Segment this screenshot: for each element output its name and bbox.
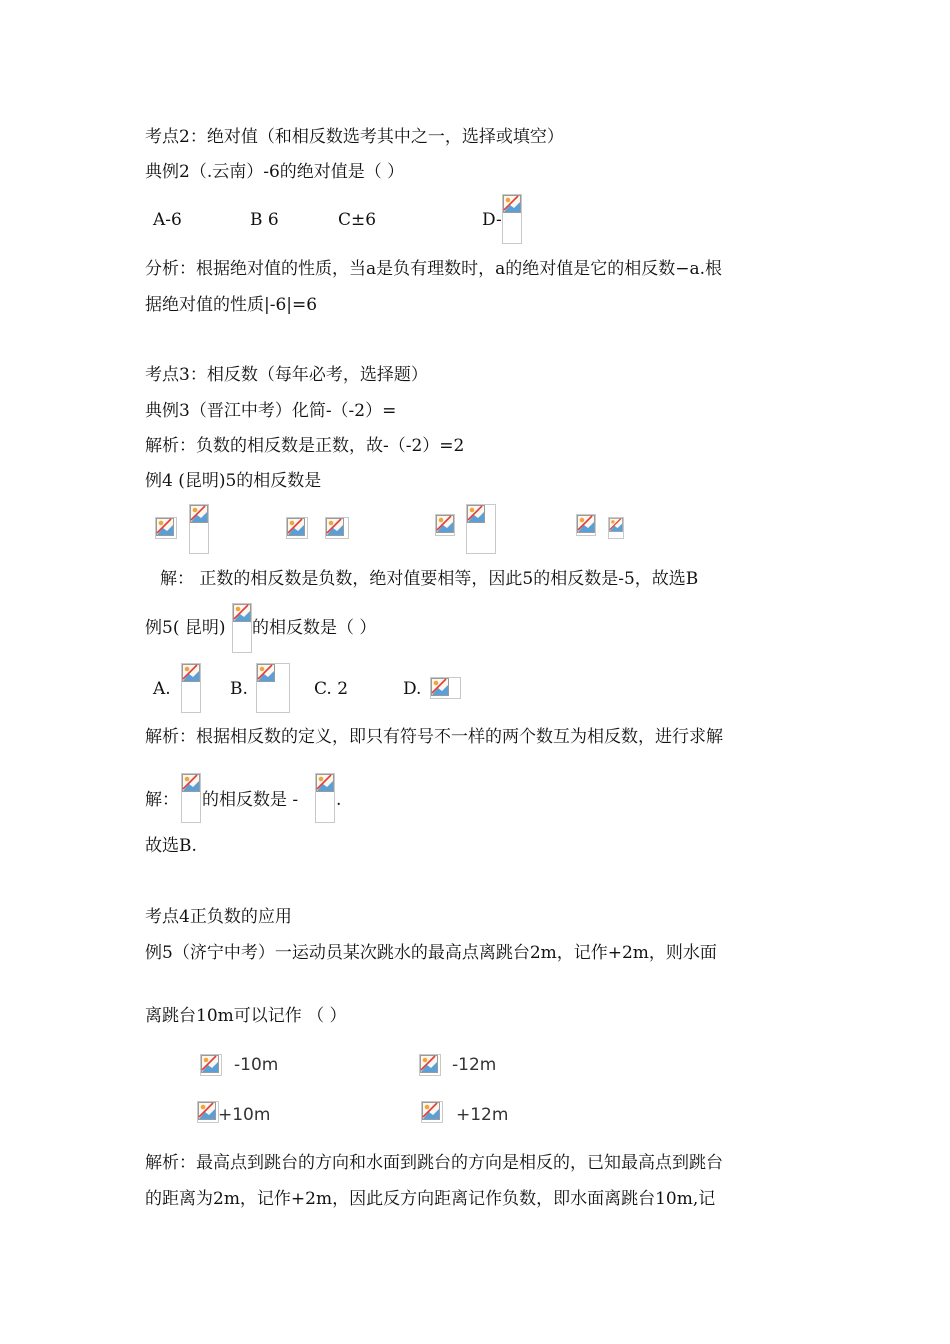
option-a: -10m bbox=[234, 1055, 279, 1075]
option-c: C. 2 bbox=[314, 679, 349, 699]
example-5-suffix: 的相反数是（ ） bbox=[252, 618, 377, 638]
broken-image-icon bbox=[181, 773, 201, 823]
example-6-line2: 离跳台10m可以记作 （ ） bbox=[145, 1006, 347, 1026]
broken-image-icon bbox=[502, 194, 522, 244]
broken-image-icon bbox=[419, 1054, 441, 1076]
example-4: 例4 (昆明)5的相反数是 bbox=[145, 471, 322, 491]
broken-image-icon bbox=[232, 603, 252, 653]
broken-image-icon bbox=[576, 514, 596, 536]
section-3-title: 考点3：相反数（每年必考，选择题） bbox=[145, 365, 428, 385]
broken-image-icon bbox=[189, 504, 209, 554]
analysis-2-line1: 分析：根据绝对值的性质，当a是负有理数时，a的绝对值是它的相反数−a.根 bbox=[145, 259, 723, 279]
broken-image-icon bbox=[466, 504, 496, 554]
option-d: D- bbox=[482, 210, 502, 230]
solution-3: 解析：负数的相反数是正数，故-（-2）=2 bbox=[145, 436, 465, 456]
analysis-2-line2: 据绝对值的性质|-6|=6 bbox=[145, 295, 318, 315]
example-3: 典例3（晋江中考）化简-（-2）= bbox=[145, 401, 397, 421]
conclusion-5: 故选B. bbox=[145, 836, 197, 856]
option-c: +10m bbox=[218, 1105, 271, 1125]
broken-image-icon bbox=[435, 514, 455, 536]
analysis-5: 解析：根据相反数的定义，即只有符号不一样的两个数互为相反数，进行求解 bbox=[145, 727, 723, 747]
analysis-6-line2: 的距离为2m，记作+2m，因此反方向距离记作负数，即水面离跳台10m,记 bbox=[145, 1189, 716, 1209]
option-b: -12m bbox=[452, 1055, 497, 1075]
option-c: C±6 bbox=[338, 210, 377, 230]
broken-image-icon bbox=[155, 517, 177, 539]
option-d: +12m bbox=[456, 1105, 509, 1125]
option-a: A-6 bbox=[153, 210, 182, 230]
option-d: D. bbox=[403, 679, 422, 699]
broken-image-icon bbox=[181, 663, 201, 713]
broken-image-icon bbox=[286, 517, 308, 539]
solution-5-middle: 的相反数是 - bbox=[202, 790, 299, 810]
example-6-line1: 例5（济宁中考）一运动员某次跳水的最高点离跳台2m，记作+2m，则水面 bbox=[145, 943, 717, 963]
broken-image-icon bbox=[197, 1101, 219, 1123]
broken-image-icon bbox=[421, 1101, 443, 1123]
section-2-title: 考点2：绝对值（和相反数选考其中之一，选择或填空） bbox=[145, 127, 564, 147]
broken-image-icon bbox=[256, 663, 290, 713]
broken-image-icon bbox=[325, 517, 349, 539]
broken-image-icon bbox=[200, 1054, 222, 1076]
broken-image-icon bbox=[608, 517, 624, 539]
broken-image-icon bbox=[430, 677, 461, 699]
solution-4: 解： 正数的相反数是负数，绝对值要相等，因此5的相反数是-5，故选B bbox=[160, 569, 699, 589]
example-2: 典例2（.云南）-6的绝对值是（ ） bbox=[145, 162, 405, 182]
option-b: B. bbox=[230, 679, 248, 699]
analysis-6-line1: 解析：最高点到跳台的方向和水面到跳台的方向是相反的，已知最高点到跳台 bbox=[145, 1153, 723, 1173]
option-a: A. bbox=[153, 679, 171, 699]
solution-5-end: . bbox=[336, 790, 342, 810]
solution-5-prefix: 解： bbox=[145, 790, 179, 810]
broken-image-icon bbox=[315, 773, 335, 823]
example-5-prefix: 例5( 昆明) bbox=[145, 618, 226, 638]
option-b: B 6 bbox=[250, 210, 279, 230]
section-4-title: 考点4正负数的应用 bbox=[145, 907, 292, 927]
